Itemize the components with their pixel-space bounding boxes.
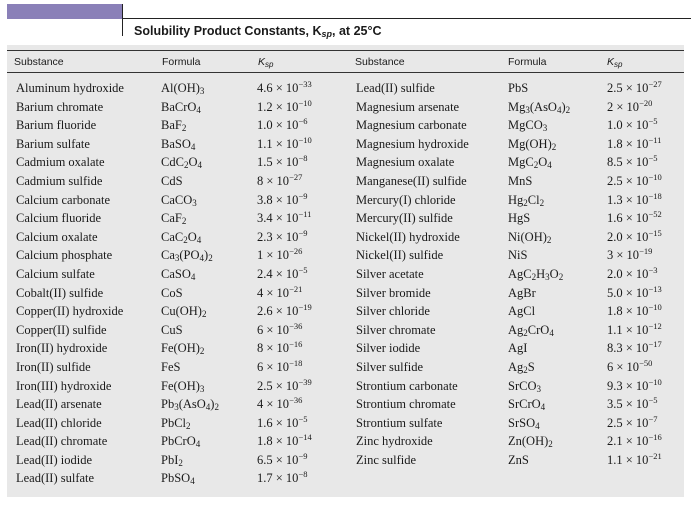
formula: PbSO$_4$ <box>161 471 195 487</box>
formula: $Al(OH)_3$ <box>161 81 205 96</box>
ksp-value: $2.0 \times 10^{-15}$ <box>607 227 662 244</box>
table-row <box>341 79 691 98</box>
formula: $Hg_2Cl_2$ <box>508 192 545 208</box>
substance-name: Mercury(II) sulfide <box>356 211 453 226</box>
table-row <box>341 358 691 377</box>
substance-name: Iron(II) hydroxide <box>16 341 108 356</box>
ksp-value: $1.8 \times 10^{-11}$ <box>607 134 662 151</box>
table-row <box>0 153 345 172</box>
ksp-value: $2.1 \times 10^{-16}$ <box>607 432 662 449</box>
table-row <box>341 135 691 154</box>
ksp-value: $1.6 \times 10^{-5}$ <box>257 413 308 430</box>
formula: CaSO$_4$ <box>161 266 196 282</box>
substance-name: Magnesium carbonate <box>356 118 467 133</box>
substance-name: Aluminum hydroxide <box>16 81 124 95</box>
table-row <box>341 209 691 228</box>
ksp-value: $1.3 \times 10^{-18}$ <box>607 190 662 207</box>
ksp-value: $4.6 \times 10^{-33}$ <box>257 79 312 95</box>
formula: CaF$_2$ <box>161 211 187 227</box>
substance-name: Strontium sulfate <box>356 415 443 430</box>
substance-name: Cadmium oxalate <box>16 155 105 170</box>
formula: $CaC_2O_4$ <box>161 229 202 245</box>
ksp-value: $1.0 \times 10^{-5}$ <box>607 116 658 133</box>
ksp-value: $1 \times 10^{-26}$ <box>257 246 303 263</box>
substance-name: Calcium sulfate <box>16 266 95 281</box>
formula: PbCrO$_4$ <box>161 434 201 450</box>
ksp-value: $1.1 \times 10^{-10}$ <box>257 134 312 151</box>
ksp-value: $4 \times 10^{-36}$ <box>257 395 303 412</box>
table-row <box>341 116 691 135</box>
table-row <box>0 469 345 488</box>
title-rule <box>122 18 691 19</box>
table-row <box>0 172 345 191</box>
formula: $Pb_3(AsO_4)_2$ <box>161 397 219 413</box>
table-row <box>0 321 345 340</box>
ksp-value: $1.8 \times 10^{-10}$ <box>607 302 662 319</box>
table-row <box>341 228 691 247</box>
table-row <box>0 339 345 358</box>
table-row <box>341 414 691 433</box>
left-column <box>0 79 345 488</box>
ksp-value: $6 \times 10^{-18}$ <box>257 357 303 374</box>
ksp-value: $1.2 \times 10^{-10}$ <box>257 97 312 114</box>
substance-name: Silver acetate <box>356 266 424 281</box>
substance-name: Lead(II) chromate <box>16 434 108 449</box>
formula: $CdC_2O_4$ <box>161 155 202 171</box>
table-row <box>341 265 691 284</box>
table-row <box>341 284 691 303</box>
page-title: Solubility Product Constants, $K_{sp}$, at 25°C <box>134 24 382 39</box>
table-row <box>341 191 691 210</box>
substance-name: Barium chromate <box>16 99 104 114</box>
substance-name: Calcium oxalate <box>16 229 98 244</box>
table-row <box>0 246 345 265</box>
ksp-value: $2.5 \times 10^{-7}$ <box>607 413 658 430</box>
ksp-value: $3.5 \times 10^{-5}$ <box>607 395 658 412</box>
header-rule-bottom <box>7 72 684 73</box>
ksp-value: $1.1 \times 10^{-21}$ <box>607 450 662 467</box>
substance-name: Zinc hydroxide <box>356 434 433 449</box>
substance-name: Silver bromide <box>356 285 431 300</box>
formula: $Mg(OH)_2$ <box>508 136 557 152</box>
ksp-value: $2.3 \times 10^{-9}$ <box>257 227 308 244</box>
ksp-value: $8 \times 10^{-16}$ <box>257 339 303 356</box>
substance-name: Strontium carbonate <box>356 378 458 393</box>
table-row <box>0 265 345 284</box>
formula: $Fe(OH)_3$ <box>161 378 205 394</box>
table-row <box>341 153 691 172</box>
table-row <box>0 98 345 117</box>
formula: $AgC_2H_3O_2$ <box>508 266 564 282</box>
header-substance: Substance <box>14 56 64 68</box>
table-row <box>341 302 691 321</box>
formula: $MgC_2O_4$ <box>508 155 552 171</box>
substance-name: Barium fluoride <box>16 118 97 133</box>
formula: $Fe(OH)_2$ <box>161 341 205 357</box>
formula: SrCrO$_4$ <box>508 397 546 413</box>
formula: AgCl <box>508 304 536 319</box>
table-row <box>0 284 345 303</box>
formula: CdS <box>161 173 183 188</box>
formula: CoS <box>161 285 183 300</box>
table-row <box>341 98 691 117</box>
substance-name: Silver iodide <box>356 341 421 356</box>
substance-name: Calcium fluoride <box>16 211 102 226</box>
formula: BaF$_2$ <box>161 118 187 134</box>
substance-name: Copper(II) sulfide <box>16 322 107 337</box>
formula: $Ca_3(PO_4)_2$ <box>161 248 213 264</box>
ksp-value: $2.6 \times 10^{-19}$ <box>257 302 312 319</box>
formula: FeS <box>161 359 181 374</box>
formula: ZnS <box>508 452 529 467</box>
substance-name: Iron(III) hydroxide <box>16 378 112 393</box>
formula: HgS <box>508 211 531 226</box>
ksp-value: $1.0 \times 10^{-6}$ <box>257 116 308 133</box>
substance-name: Cadmium sulfide <box>16 173 103 188</box>
substance-name: Silver sulfide <box>356 359 424 374</box>
substance-name: Barium sulfate <box>16 136 90 151</box>
substance-name: Lead(II) iodide <box>16 452 93 467</box>
formula: MnS <box>508 173 533 188</box>
table-row <box>0 432 345 451</box>
substance-name: Mercury(I) chloride <box>356 192 456 207</box>
ksp-value: $1.5 \times 10^{-8}$ <box>257 153 308 170</box>
header-substance: Substance <box>355 56 405 68</box>
right-column <box>341 79 691 469</box>
table-row <box>0 191 345 210</box>
ksp-value: $4 \times 10^{-21}$ <box>257 283 303 300</box>
table-row <box>0 358 345 377</box>
substance-name: Lead(II) sulfate <box>16 471 95 486</box>
ksp-value: $2.4 \times 10^{-5}$ <box>257 264 308 281</box>
ksp-value: $9.3 \times 10^{-10}$ <box>607 376 662 393</box>
formula: PbS <box>508 81 529 95</box>
substance-name: Silver chloride <box>356 304 430 319</box>
ksp-value: $2.5 \times 10^{-39}$ <box>257 376 312 393</box>
table-row <box>341 432 691 451</box>
table-row <box>0 395 345 414</box>
ksp-value: $3.4 \times 10^{-11}$ <box>257 209 312 226</box>
substance-name: Silver chromate <box>356 322 436 337</box>
ksp-value: $6 \times 10^{-50}$ <box>607 357 653 374</box>
substance-name: Magnesium arsenate <box>356 99 460 114</box>
table-row <box>341 321 691 340</box>
substance-name: Magnesium hydroxide <box>356 136 469 151</box>
ksp-value: $5.0 \times 10^{-13}$ <box>607 283 662 300</box>
header-formula: Formula <box>162 56 201 68</box>
ksp-value: $8.5 \times 10^{-5}$ <box>607 153 658 170</box>
ksp-value: $1.1 \times 10^{-12}$ <box>607 320 662 337</box>
table-row <box>341 172 691 191</box>
ksp-value: $2.5 \times 10^{-10}$ <box>607 171 662 188</box>
formula: CuS <box>161 322 183 337</box>
table-row <box>0 79 345 98</box>
formula: NiS <box>508 248 528 263</box>
formula: PbCl$_2$ <box>161 415 191 431</box>
substance-name: Magnesium oxalate <box>356 155 455 170</box>
substance-name: Calcium carbonate <box>16 192 111 207</box>
ksp-value: $8 \times 10^{-27}$ <box>257 171 303 188</box>
ksp-value: $3 \times 10^{-19}$ <box>607 246 653 263</box>
formula: SrSO$_4$ <box>508 415 540 431</box>
accent-bar <box>7 4 122 19</box>
ksp-value: $1.7 \times 10^{-8}$ <box>257 469 308 486</box>
substance-name: Strontium chromate <box>356 397 456 412</box>
table-row <box>341 246 691 265</box>
formula: BaCrO$_4$ <box>161 99 201 115</box>
substance-name: Nickel(II) sulfide <box>356 248 444 263</box>
formula: SrCO$_3$ <box>508 378 541 394</box>
substance-name: Cobalt(II) sulfide <box>16 285 104 300</box>
ksp-value: $2 \times 10^{-20}$ <box>607 97 653 114</box>
table-row <box>341 395 691 414</box>
table-row <box>341 377 691 396</box>
formula: $Mg_3(AsO_4)_2$ <box>508 99 571 115</box>
substance-name: Lead(II) chloride <box>16 415 102 430</box>
table-row <box>0 414 345 433</box>
ksp-value: $1.8 \times 10^{-14}$ <box>257 432 312 449</box>
ksp-value: $2.5 \times 10^{-27}$ <box>607 79 662 95</box>
substance-name: Copper(II) hydroxide <box>16 304 124 319</box>
table-row <box>0 135 345 154</box>
ksp-value: $6 \times 10^{-36}$ <box>257 320 303 337</box>
formula: $Cu(OH)_2$ <box>161 304 207 320</box>
table-row <box>0 377 345 396</box>
formula: AgI <box>508 341 528 356</box>
substance-name: Calcium phosphate <box>16 248 113 263</box>
header-ksp: $K_{sp}$ <box>607 56 623 69</box>
formula: $Ag_2S$ <box>508 359 535 375</box>
substance-name: Zinc sulfide <box>356 452 417 467</box>
substance-name: Lead(II) arsenate <box>16 397 102 412</box>
table-row <box>0 451 345 470</box>
substance-name: Iron(II) sulfide <box>16 359 91 374</box>
ksp-value: $1.6 \times 10^{-52}$ <box>607 209 662 226</box>
ksp-value: $8.3 \times 10^{-17}$ <box>607 339 662 356</box>
ksp-value: $2.0 \times 10^{-3}$ <box>607 264 658 281</box>
title-rule <box>122 4 123 36</box>
formula: CaCO$_3$ <box>161 192 197 208</box>
formula: AgBr <box>508 285 536 300</box>
formula: $Ni(OH)_2$ <box>508 229 552 245</box>
table-row <box>0 228 345 247</box>
table-row <box>341 339 691 358</box>
substance-name: Manganese(II) sulfide <box>356 173 467 188</box>
formula: $Zn(OH)_2$ <box>508 434 553 450</box>
substance-name: Lead(II) sulfide <box>356 81 435 95</box>
formula: BaSO$_4$ <box>161 136 196 152</box>
table-row <box>0 209 345 228</box>
formula: PbI$_2$ <box>161 452 183 468</box>
header-formula: Formula <box>508 56 547 68</box>
table-row <box>0 302 345 321</box>
formula: $Ag_2CrO_4$ <box>508 322 554 338</box>
table-row <box>0 116 345 135</box>
substance-name: Nickel(II) hydroxide <box>356 229 460 244</box>
ksp-value: $3.8 \times 10^{-9}$ <box>257 190 308 207</box>
header-rule-top <box>7 50 684 51</box>
header-ksp: $K_{sp}$ <box>258 56 274 69</box>
table-row <box>341 451 691 470</box>
formula: MgCO$_3$ <box>508 118 548 134</box>
ksp-value: $6.5 \times 10^{-9}$ <box>257 450 308 467</box>
